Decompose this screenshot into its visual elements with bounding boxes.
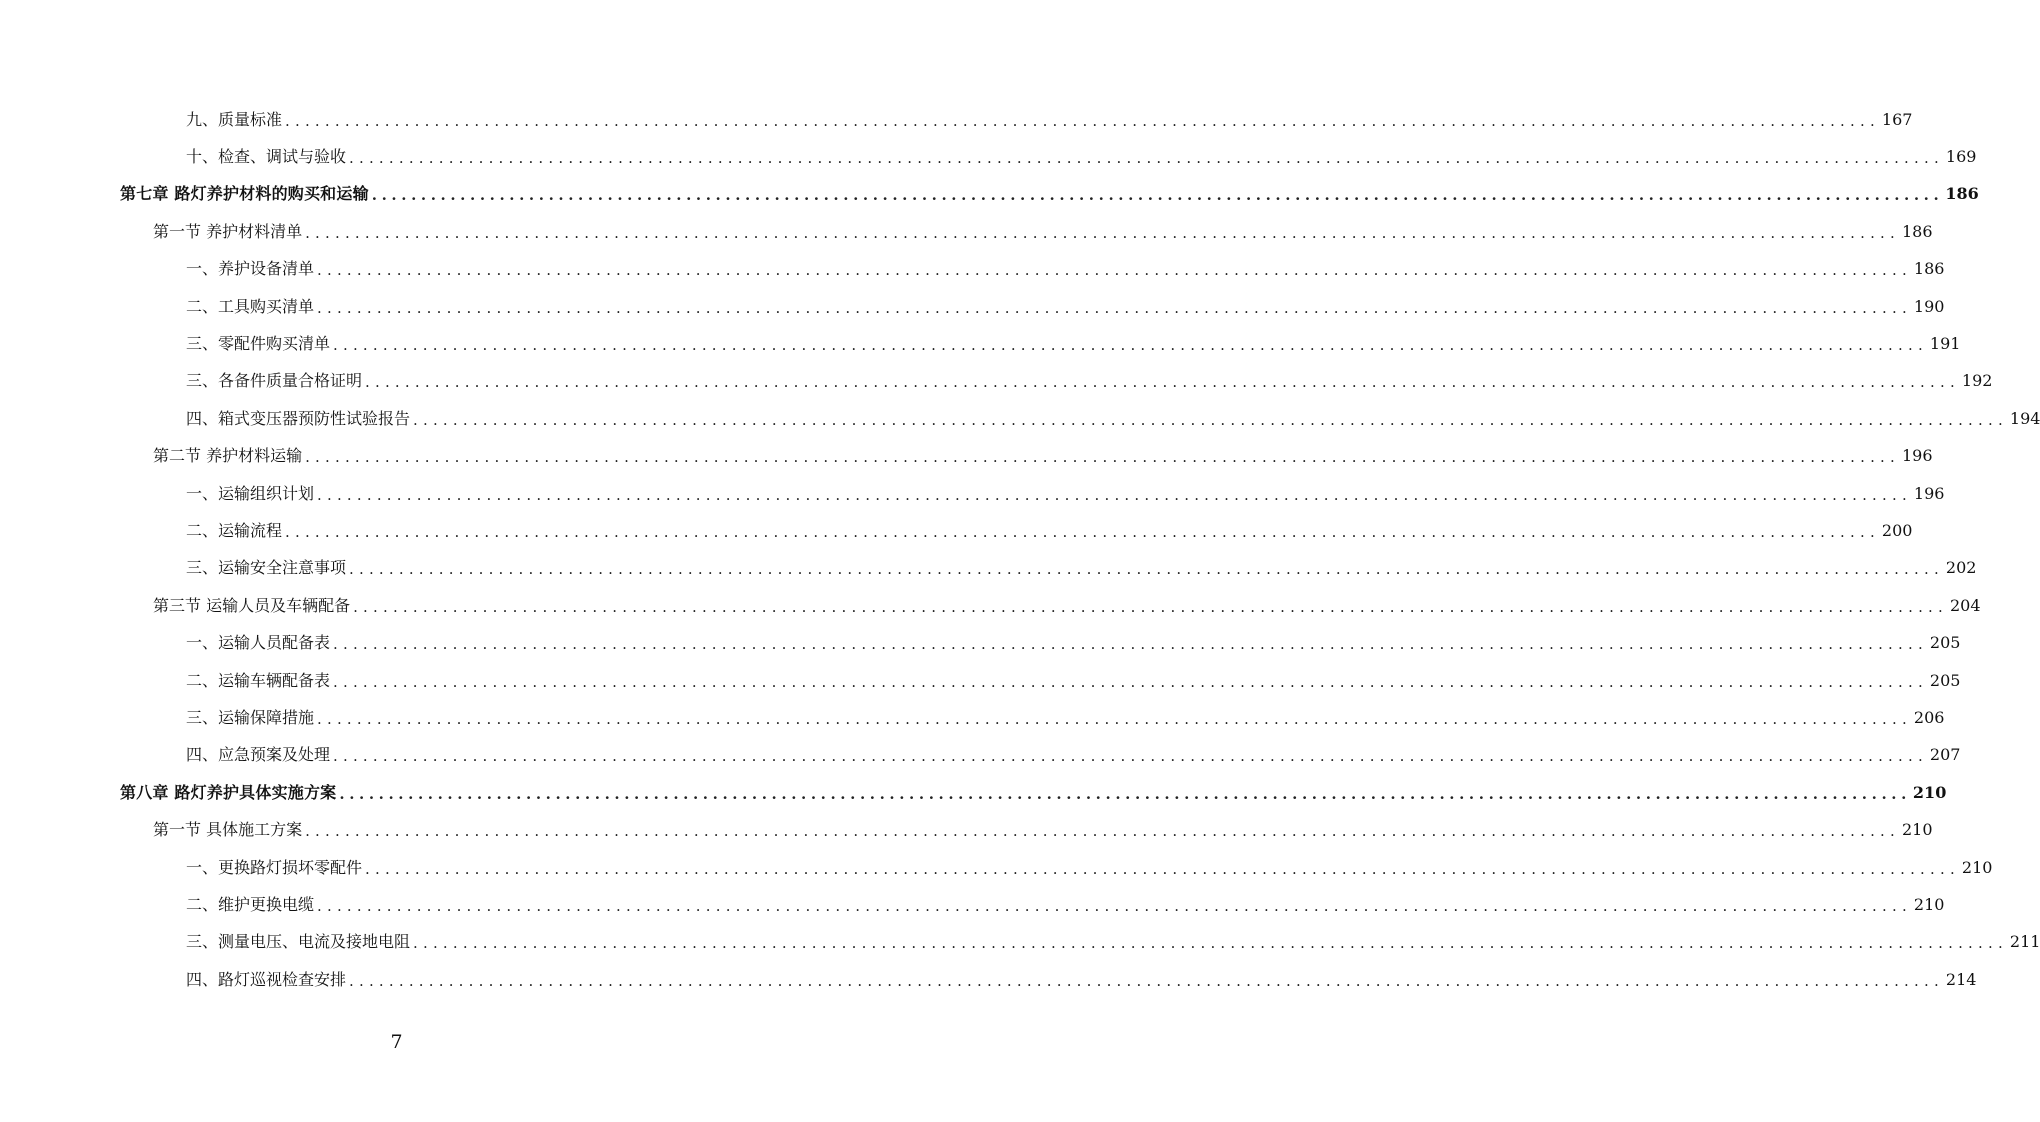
toc-entry-page: 204 [1949,595,1981,615]
dot-leader: ................................................................................................................................................................ [371,186,1944,205]
toc-entry-title: 三、零配件购买清单 [186,334,331,354]
toc-entry-page: 202 [1945,558,1977,578]
dot-leader: ................................................................................................................................................................ [365,373,1960,392]
toc-entry-page: 186 [1913,259,1945,279]
toc-entry-page: 205 [1929,670,1961,690]
toc-entry-page: 167 [1881,109,1913,129]
toc-entry[interactable] [0,213,1933,250]
dot-leader: ................................................................................................................................................................ [285,111,1880,130]
toc-entry-title: 四、路灯巡视检查安排 [186,969,347,989]
toc-entry-page: 186 [1945,184,1979,204]
toc-entry-page: 196 [1913,483,1945,503]
dot-leader: ................................................................................................................................................................ [305,223,1900,242]
toc-entry[interactable] [0,737,1961,774]
dot-leader: ................................................................................................................................................................ [317,261,1912,280]
dot-leader: ................................................................................................................................................................ [317,485,1912,504]
toc-entry[interactable] [0,176,1979,213]
toc-entry[interactable] [0,138,1977,175]
toc-entry-title: 四、箱式变压器预防性试验报告 [186,408,411,428]
dot-leader: ................................................................................................................................................................ [317,298,1912,317]
toc-entry-title: 四、应急预案及处理 [186,745,331,765]
toc-entry-title: 二、运输流程 [186,520,283,540]
toc-entry-title: 一、养护设备清单 [186,259,315,279]
toc-entry-page: 214 [1945,969,1977,989]
toc-entry[interactable] [0,251,1945,288]
dot-leader: ................................................................................................................................................................ [333,336,1928,355]
toc-entry-page: 206 [1913,707,1945,727]
toc-entry-title: 二、维护更换电缆 [186,894,315,914]
toc-entry-title: 一、运输人员配备表 [186,633,331,653]
toc-entry[interactable] [0,438,1933,475]
toc-entry-title: 第一节 具体施工方案 [153,820,303,840]
dot-leader: ................................................................................................................................................................ [305,822,1900,841]
toc-entry-page: 210 [1901,820,1933,840]
dot-leader: ................................................................................................................................................................ [333,635,1928,654]
toc-entry-page: 192 [1961,371,1993,391]
toc-entry-title: 二、工具购买清单 [186,296,315,316]
toc-entry[interactable] [0,400,2040,437]
dot-leader: ................................................................................................................................................................ [333,747,1928,766]
toc-entry-title: 三、测量电压、电流及接地电阻 [186,932,411,952]
toc-entry-page: 200 [1881,520,1913,540]
toc-entry-page: 210 [1913,894,1945,914]
toc-entry[interactable] [0,811,1933,848]
toc-entry[interactable] [0,475,1945,512]
dot-leader: ................................................................................................................................................................ [317,896,1912,915]
toc-entry-page: 210 [1961,857,1993,877]
dot-leader: ................................................................................................................................................................ [339,784,1911,803]
toc-entry-title: 第八章 路灯养护具体实施方案 [120,782,337,802]
toc-entry[interactable] [0,101,1913,138]
dot-leader: ................................................................................................................................................................ [349,971,1944,990]
toc-entry-page: 196 [1901,446,1933,466]
page-number: 7 [390,1031,403,1053]
toc-entry[interactable] [0,924,2040,961]
dot-leader: ................................................................................................................................................................ [349,560,1944,579]
dot-leader: ................................................................................................................................................................ [413,410,2008,429]
dot-leader: ................................................................................................................................................................ [305,448,1900,467]
toc-entry-title: 第一节 养护材料清单 [153,221,303,241]
toc-entry-title: 三、各备件质量合格证明 [186,371,363,391]
toc-entry-title: 三、运输安全注意事项 [186,558,347,578]
toc-entry-page: 190 [1913,296,1945,316]
toc-entry-page: 211 [2009,932,2040,952]
toc-entry[interactable] [0,886,1945,923]
dot-leader: ................................................................................................................................................................ [333,672,1928,691]
toc-entry-page: 169 [1945,147,1977,167]
toc-entry-page: 205 [1929,633,1961,653]
toc-entry-page: 194 [2009,408,2040,428]
toc-entry-page: 186 [1901,221,1933,241]
toc-entry[interactable] [0,624,1961,661]
dot-leader: ................................................................................................................................................................ [353,597,1948,616]
toc-entry-page: 210 [1912,782,1947,802]
dot-leader: ................................................................................................................................................................ [317,709,1912,728]
toc-entry[interactable] [0,288,1945,325]
toc-entry-page: 207 [1929,745,1961,765]
toc-entry[interactable] [0,961,1977,998]
dot-leader: ................................................................................................................................................................ [413,934,2008,953]
toc-entry[interactable] [0,699,1945,736]
toc-entry[interactable] [0,849,1993,886]
toc-entry[interactable] [0,363,1993,400]
dot-leader: ................................................................................................................................................................ [349,149,1944,168]
dot-leader: ................................................................................................................................................................ [365,859,1960,878]
toc-entry-title: 三、运输保障措施 [186,707,315,727]
toc-entry[interactable] [0,512,1913,549]
toc-entry[interactable] [0,325,1961,362]
toc-entry-title: 一、运输组织计划 [186,483,315,503]
toc-entry-title: 一、更换路灯损坏零配件 [186,857,363,877]
toc-entry-title: 二、运输车辆配备表 [186,670,331,690]
toc-entry-title: 十、检查、调试与验收 [186,147,347,167]
toc-entry[interactable] [0,587,1981,624]
toc-entry-title: 第三节 运输人员及车辆配备 [153,595,351,615]
toc-entry-page: 191 [1929,334,1961,354]
toc-entry[interactable] [0,550,1977,587]
dot-leader: ................................................................................................................................................................ [285,522,1880,541]
toc-entry-title: 第二节 养护材料运输 [153,446,303,466]
toc-entry[interactable] [0,774,1947,811]
toc-entry[interactable] [0,662,1961,699]
toc-entry-title: 第七章 路灯养护材料的购买和运输 [120,184,369,204]
table-of-contents [0,101,2040,998]
toc-entry-title: 九、质量标准 [186,109,283,129]
